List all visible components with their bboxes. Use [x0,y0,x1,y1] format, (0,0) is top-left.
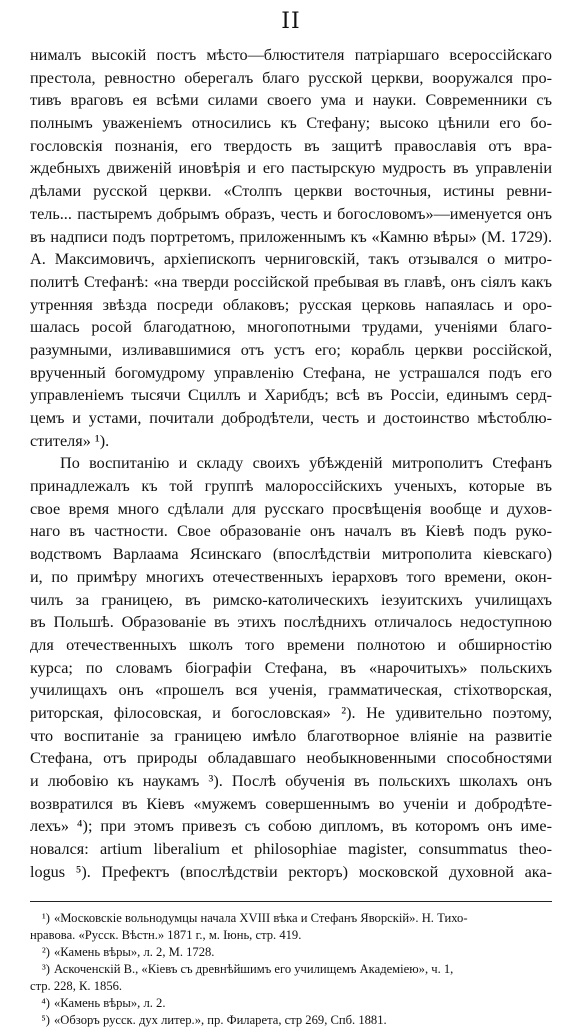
text-line: принадлежалъ къ той группѣ малороссійскихъ ученыхъ, которые въ [30,477,552,496]
text-line: А. Максимовичъ, архіепископъ черниговскій, такъ отзывался о митро- [30,250,552,269]
text-line: гословскія познанія, его твердость въ защитѣ православія отъ вра- [30,136,552,155]
text-line: ждебныхъ движеній иновѣрія и его пастырскую мудрость въ управленіи [30,159,552,178]
page-number: II [281,9,301,34]
footnote-number: ¹) [42,911,50,926]
text-line: курса; по словамъ біографіи Стефана, въ «нарочитыхъ» польскихъ [30,658,552,677]
footnote-text: «Московскіе вольнодумцы начала XVIII вѣка и Стефанъ Яворскій». Н. Тихо- [54,911,468,926]
text-line: лехъ» ⁴); при этомъ привезъ съ собою дипломъ, въ которомъ онъ име- [30,817,552,836]
text-line: свое время много сдѣлали для русскаго просвѣщенія вообще и духов- [30,499,552,518]
text-line: цемъ и устами, почитали добродѣтели, честь и достоинство мѣстоблю- [30,409,552,427]
text-line: новался: artium liberalium et philosophiae magister, consummatus theo- [30,840,552,859]
paragraph-1 [30,44,552,452]
text-line: дѣлами русской церкви. «Столпъ церкви восточныя, истины ревни- [30,182,552,201]
text-line: политѣ Стефанѣ: «на тверди россійской пребывая въ главѣ, онъ сіялъ какъ [30,272,552,291]
footnote-4 [30,995,552,1012]
text-line: въ Польшѣ. Образованіе въ этихъ послѣднихъ отличалось недоступною [30,613,552,632]
text-line: управленіемъ тысячи Сциллъ и Харибдъ; всѣ въ Россіи, единымъ серд- [30,386,552,405]
footnote-number: ⁵) [41,1013,50,1028]
text-line: logus ⁵). Префектъ (впослѣдствіи ректоръ) московской духовной ака- [30,862,552,881]
text-line: тель... пастыремъ добрымъ образъ, честь и богословомъ»—именуется онъ [30,204,552,223]
text-line: наго въ частности. Свое образованіе онъ началъ въ Кіевѣ подъ руко- [30,522,552,541]
footnote-number: ²) [42,945,50,960]
text-line: тивъ враговъ ея всѣми силами своего ума и науки. Современники съ [30,91,552,110]
footnote-number: ³) [42,962,50,977]
text-line: чилъ за границею, въ римско-католическихъ іезуитскихъ училищахъ [30,590,552,609]
text-line: что воспитаніе за границею имѣло благотворное вліяніе на развитіе [30,726,552,745]
text-line: утренняя звѣзда посреди облаковъ; русская церковь напаялась и оро- [30,295,552,314]
footnote-2 [30,944,552,961]
footnotes [30,910,552,1029]
text-line: По воспитанію и складу своихъ убѣжденій митрополитъ Стефанъ [60,454,552,473]
text-line: врученный богомудрому управленію Стефана, не устрашался подъ его [30,363,552,382]
text-line: и, по примѣру многихъ отечественныхъ іерарховъ того времени, окон- [30,567,552,586]
footnote-divider [30,901,552,902]
footnote-text: «Обзоръ русск. дух литер.», пр. Филарета, стр 269, Спб. 1881. [54,1013,387,1028]
footnote-3 [30,961,552,978]
footnote-text: Аскоченскій В., «Кіевъ съ древнѣйшимъ его училищемъ Академіею», ч. 1, [54,962,454,977]
text-line: нималъ высокій постъ мѣсто—блюстителя патріаршаго всероссійскаго [30,46,552,64]
text-line: полнымъ уваженіемъ относились къ Стефану; высоко цѣнили его бо- [30,114,552,133]
footnote-number: ⁴) [41,996,50,1011]
text-line: стителя» ¹). [30,431,110,450]
text-line: разумными, изливавшимися отъ устъ его; корабль церкви россійской, [30,340,552,359]
text-line: въ надписи подъ портретомъ, приложеннымъ къ «Камню вѣры» (М. 1729). [30,227,552,246]
paragraph-2 [30,452,552,883]
body-text [30,44,552,883]
text-line: возвратился въ Кіевъ «мужемъ совершеннымъ во ученіи и добродѣте- [30,794,552,813]
text-line: училищахъ онъ «прошелъ вся ученія, грамматическая, стіхотворская, [30,681,552,700]
text-line: водствомъ Варлаама Ясинскаго (впослѣдствіи митрополита кіевскаго) [30,545,552,564]
text-line: шалась росой благодатною, многопотными трудами, ученіями благо- [30,318,552,337]
footnote-5 [30,1012,552,1029]
text-line: и любовію къ наукамъ ³). Послѣ обученія въ польскихъ школахъ онъ [30,772,552,790]
text-line: риторская, філосовская, и богословская» ²). Не удивительно поэтому, [30,703,552,722]
text-line: Стефана, отъ природы обладавшаго необыкновенными способностями [30,749,552,768]
footnote-3-continued: стр. 228, К. 1856. [30,979,123,994]
footnote-1-continued: нравова. «Русск. Вѣстн.» 1871 г., м. Іюнь, стр. 419. [30,928,302,943]
text-line: престола, ревностно оберегалъ благо русской церкви, вооружался про- [30,68,552,87]
footnote-1 [30,910,552,927]
text-line: для отечественныхъ школъ того времени полнотою и обширностію [30,635,552,654]
footnote-text: «Камень вѣры», л. 2. [54,996,166,1011]
footnote-text: «Камень вѣры», л. 2, М. 1728. [54,945,215,960]
